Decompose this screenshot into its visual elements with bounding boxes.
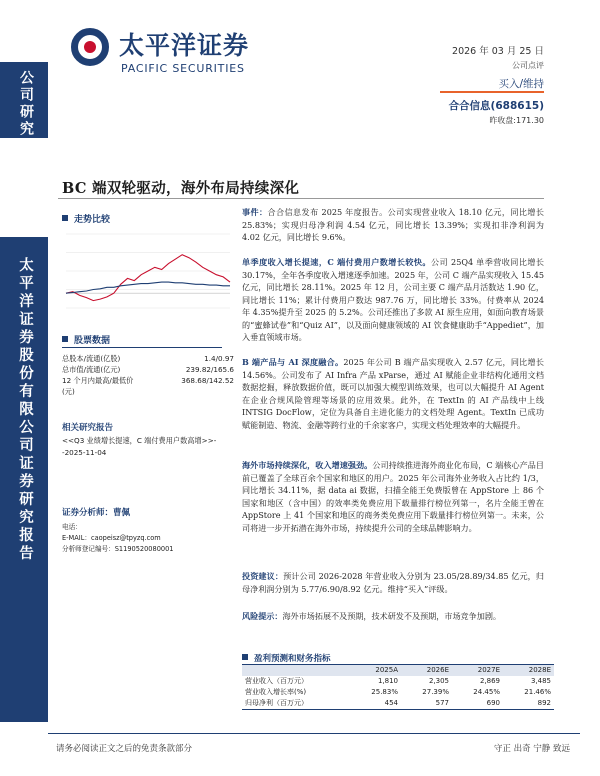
sidebar-top-band (0, 62, 48, 138)
report-type: 公司点评 (512, 61, 544, 70)
paragraph-investment: 投资建议：预计公司 2026-2028 年营业收入分别为 23.05/28.89/34.85 亿元，归母净利润分别为 5.77/6.90/8.92 亿元。维持“买入”评级。 (242, 571, 544, 594)
analyst-head: 证券分析师：曹佩 (62, 508, 131, 518)
logo-icon (71, 28, 109, 66)
paragraph-event: 事件：合合信息发布 2025 年度报告。公司实现营业收入 18.10 亿元，同比增长 25.83%；实现归母净利润 4.54 亿元，同比增长 13.39%；实现扣非净利润为 4.02 亿元，同比增长 9.6%。 (242, 207, 544, 242)
page-title: BC 端双轮驱动，海外布局持续深化 (62, 180, 300, 197)
trend-head-label: 走势比较 (74, 215, 111, 225)
analyst-email[interactable]: E-MAIL：caopeisz@tpyzq.com (62, 534, 161, 542)
header-accent-rule (440, 91, 544, 93)
stock-row: 12 个月内最高/最低价 368.68/142.52 (62, 376, 234, 385)
sidebar-main-band (0, 237, 48, 722)
report-date: 2026 年 03 月 25 日 (452, 46, 544, 57)
paragraph-risk: 风险提示：海外市场拓展不及预期，技术研发不及预期，市场竞争加剧。 (242, 611, 502, 621)
stock-section-head (62, 333, 110, 346)
footer-slogan: 守正 出奇 宁静 致远 (493, 744, 570, 754)
logo (71, 24, 271, 80)
table-row: 营业收入（百万元） 1,810 2,305 2,869 3,485 (245, 677, 551, 685)
sidebar-main-label: 太平洋证券股份有限公司证券研究报告 (17, 257, 34, 563)
trend-section-head (62, 212, 110, 225)
analyst-phone: 电话： (62, 523, 82, 531)
paragraph-overseas: 海外市场持续深化，收入增速强劲。公司持续推进海外商业化布局，C 端核心产品目前已覆盖了全球百余个国家和地区的用户。2025 年公司海外业务收入占比约 1/3，同比增长 34.11%，据 data ai 数据，扫描全能王免费版曾在 AppStore 上 86 个国家和地区（含中国）的效率类免费应用下载量排行榜位列第一，名片全能王曾在 AppStore 上 41 个国家和地区的商务类免费应用下载量排行榜位列第一。未来，公司将进一步开拓潜在海外市场，持续提升公司的全球品牌影响力。 (242, 460, 544, 533)
stock-row: 总市值/流通(亿元) 239.82/165.6 (62, 365, 234, 374)
related-research-head: 相关研究报告 (62, 423, 114, 433)
table-header-row: 2025A 2026E 2027E 2028E (242, 665, 554, 677)
square-bullet-icon (62, 336, 68, 342)
analyst-reg-number: 分析师登记编号：S1190520080001 (62, 545, 174, 553)
title-divider (58, 198, 544, 199)
square-bullet-icon (62, 215, 68, 221)
forecast-table (242, 664, 554, 710)
series-line-1 (66, 282, 230, 293)
stock-row: (元) (62, 387, 75, 396)
related-research-link[interactable]: <<Q3 业绩增长提速，C 端付费用户数高增>>--2025-11-04 (62, 436, 217, 457)
table-row: 营业收入增长率(%) 25.83% 27.39% 24.45% 21.46% (245, 688, 551, 696)
trend-chart (62, 230, 234, 316)
series-line-0 (66, 255, 230, 301)
stock-section-rule (62, 347, 222, 348)
paragraph-c-end: 单季度收入增长提速，C 端付费用户数增长较快。公司 25Q4 单季营收同比增长 30.17%，全年各季度收入增速逐季加速。2025 年，公司 C 端产品实现收入 15.45 亿元，同比增长 28.11%。2025 年 12 月，公司主要 C 端产品月活数达 1.90 亿，同比增长 11%；累计付费用户数达 987.76 万，同比增长 33%。付费率从 2024 年 4.35%提升至 2025 的 5.2%。公司还推出了多款 AI 原生应用，如面向教育场景的“蜜蜂试卷”和“Quiz AI”，以及面向健康领域的 AI 饮食健康助手“Appediet”，加入垂直领域市场。 (242, 257, 545, 342)
sidebar-top-label: 公司研究 (18, 70, 34, 138)
rating-badge: 买入/维持 (498, 78, 544, 90)
close-price: 昨收盘:171.30 (489, 116, 544, 125)
stock-row: 总股本/流通(亿股) 1.4/0.97 (62, 354, 234, 363)
logo-en-text: PACIFIC SECURITIES (121, 62, 245, 75)
square-bullet-icon (242, 654, 248, 660)
paragraph-b-end: B 端产品与 AI 深度融合。2025 年公司 B 端产品实现收入 2.57 亿元，同比增长 14.56%。公司发布了 AI Infra 产品 xParse，通过 AI 赋能企业非结构化通用文档数据挖掘，释放数据价值，既可以加强大模型训练效果，也可以大幅提升 AI Agent 在企业合规风险管理等场景的应用效果。此外，在 TextIn 的 AI 产品线中上线 INTSIG DocFlow，定位为具备自主进化能力的文档处理 Agent。TextIn 已成功赋能制造、物流、金融等跨行业的千余家客户，实现文档处理效率的大幅提升。 (242, 357, 544, 430)
logo-cn-text: 太平洋证券 (119, 31, 250, 60)
company-name: 合合信息(688615) (448, 100, 544, 112)
footer-disclaimer: 请务必阅读正文之后的免责条款部分 (56, 744, 193, 754)
footer-rule (48, 733, 580, 734)
forecast-head: 盈利预测和财务指标 (242, 652, 331, 664)
table-row: 归母净利（百万元） 454 577 690 892 (242, 698, 554, 710)
stock-head-label: 股票数据 (74, 336, 111, 346)
